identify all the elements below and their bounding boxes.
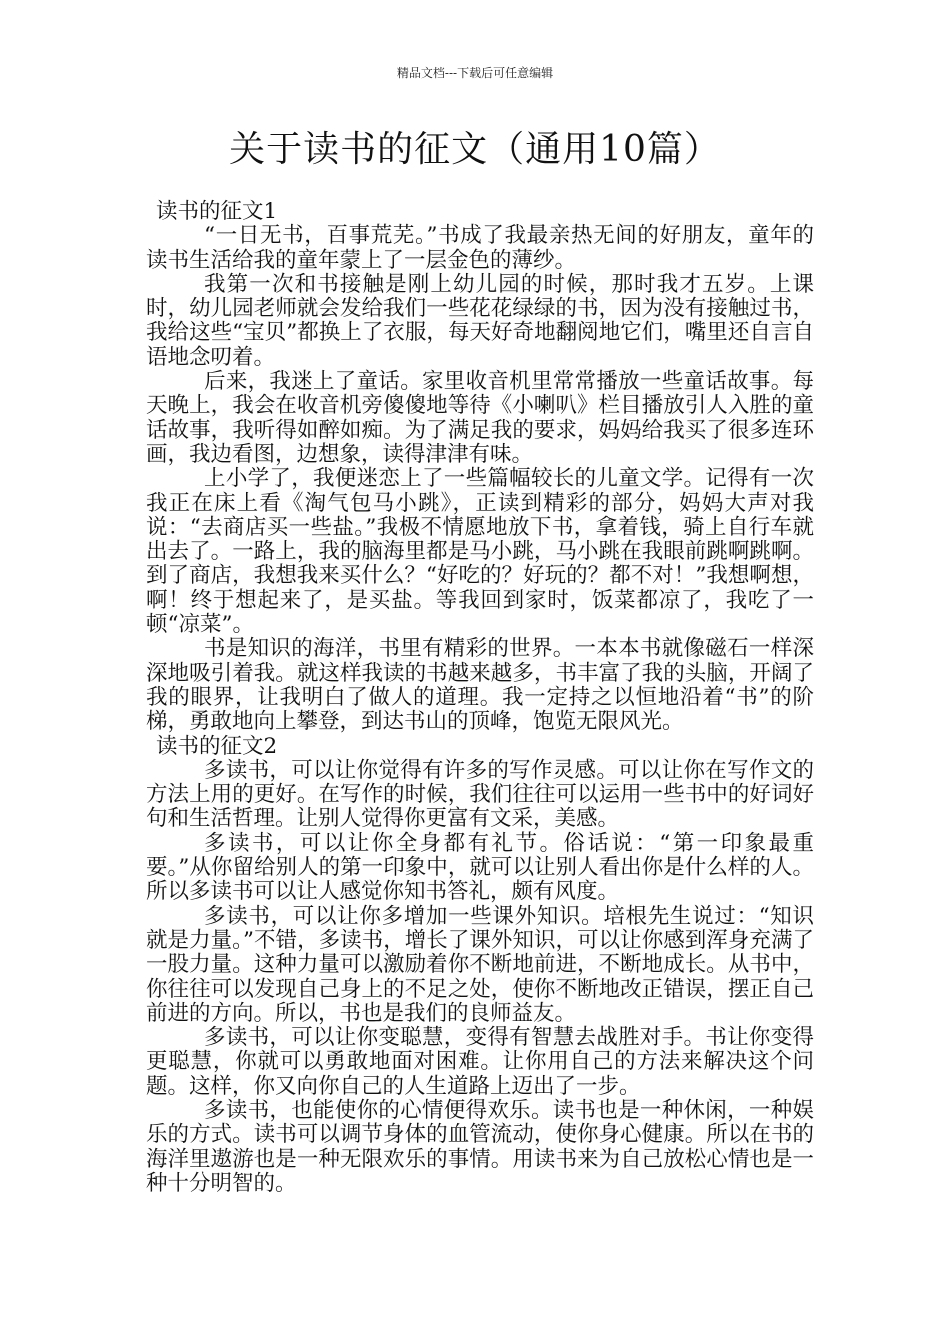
- section-heading: 读书的征文2: [156, 733, 278, 759]
- paragraph: 上小学了，我便迷恋上了一些篇幅较长的儿童文学。记得有一次我正在床上看《淘气包马小跳》，正读到精彩的部分，妈妈大声对我说：“去商店买一些盐。”我极不情愿地放下书，拿着钱，骑上自行车就出去了。一路上，我的脑海里都是马小跳，马小跳在我眼前跳啊跳啊。到了商店，我想我来买什么？“好吃的？好玩的？都不对！”我想啊想，啊！终于想起来了，是买盐。等我回到家时，饭菜都凉了，我吃了一顿“凉菜”。: [146, 466, 814, 638]
- paragraph: 多读书，可以让你变聪慧，变得有智慧去战胜对手。书让你变得更聪慧，你就可以勇敢地面对困难。让你用自己的方法来解决这个问题。这样，你又向你自己的人生道路上迈出了一步。: [146, 1025, 814, 1099]
- paragraph: 多读书，也能使你的心情便得欢乐。读书也是一种休闲，一种娱乐的方式。读书可以调节身体的血管流动，使你身心健康。所以在书的海洋里遨游也是一种无限欢乐的事情。用读书来为自己放松心情也是一种十分明智的。: [146, 1097, 814, 1196]
- section-1: [146, 200, 814, 735]
- paragraph: “一日无书，百事荒芜。”书成了我最亲热无间的好朋友，童年的读书生活给我的童年蒙上了一层金色的薄纱。: [146, 223, 814, 273]
- paragraph: 多读书，可以让你觉得有许多的写作灵感。可以让你在写作文的方法上用的更好。在写作的时候，我们往往可以运用一些书中的好词好句和生活哲理。让别人觉得你更富有文采，美感。: [146, 757, 814, 832]
- document-body: [146, 200, 814, 1196]
- paragraph: 多读书，可以让你全身都有礼节。俗话说：“第一印象最重要。”从你留给别人的第一印象中，就可以让别人看出你是什么样的人。所以多读书可以让人感觉你知书答礼，颇有风度。: [146, 830, 814, 905]
- document-title: 关于读书的征文（通用10篇）: [229, 129, 721, 170]
- paragraph: 多读书，可以让你多增加一些课外知识。培根先生说过：“知识就是力量。”不错，多读书，增长了课外知识，可以让你感到浑身充满了一股力量。这种力量可以激励着你不断地前进，不断地成长。从书中，你往往可以发现自己身上的不足之处，使你不断地改正错误，摆正自己前进的方向。所以，书也是我们的良师益友。: [146, 903, 814, 1026]
- section-2: [146, 735, 814, 1197]
- paragraph: 书是知识的海洋，书里有精彩的世界。一本本书就像磁石一样深深地吸引着我。就这样我读的书越来越多，书丰富了我的头脑，开阔了我的眼界，让我明白了做人的道理。我一定持之以恒地沿着“书”的阶梯，勇敢地向上攀登，到达书山的顶峰，饱览无限风光。: [146, 636, 814, 735]
- paragraph: 后来，我迷上了童话。家里收音机里常常播放一些童话故事。每天晚上，我会在收音机旁傻傻地等待《小喇叭》栏目播放引人入胜的童话故事，我听得如醉如痴。为了满足我的要求，妈妈给我买了很多连环画，我边看图，边想象，读得津津有味。: [146, 369, 814, 467]
- section-heading: 读书的征文1: [156, 199, 278, 224]
- page-header: 精品文档---下载后可任意编辑: [396, 66, 554, 80]
- paragraph: 我第一次和书接触是刚上幼儿园的时候，那时我才五岁。上课时，幼儿园老师就会发给我们一些花花绿绿的书，因为没有接触过书，我给这些“宝贝”都换上了衣服，每天好奇地翻阅地它们，嘴里还自言自语地念叨着。: [146, 271, 814, 370]
